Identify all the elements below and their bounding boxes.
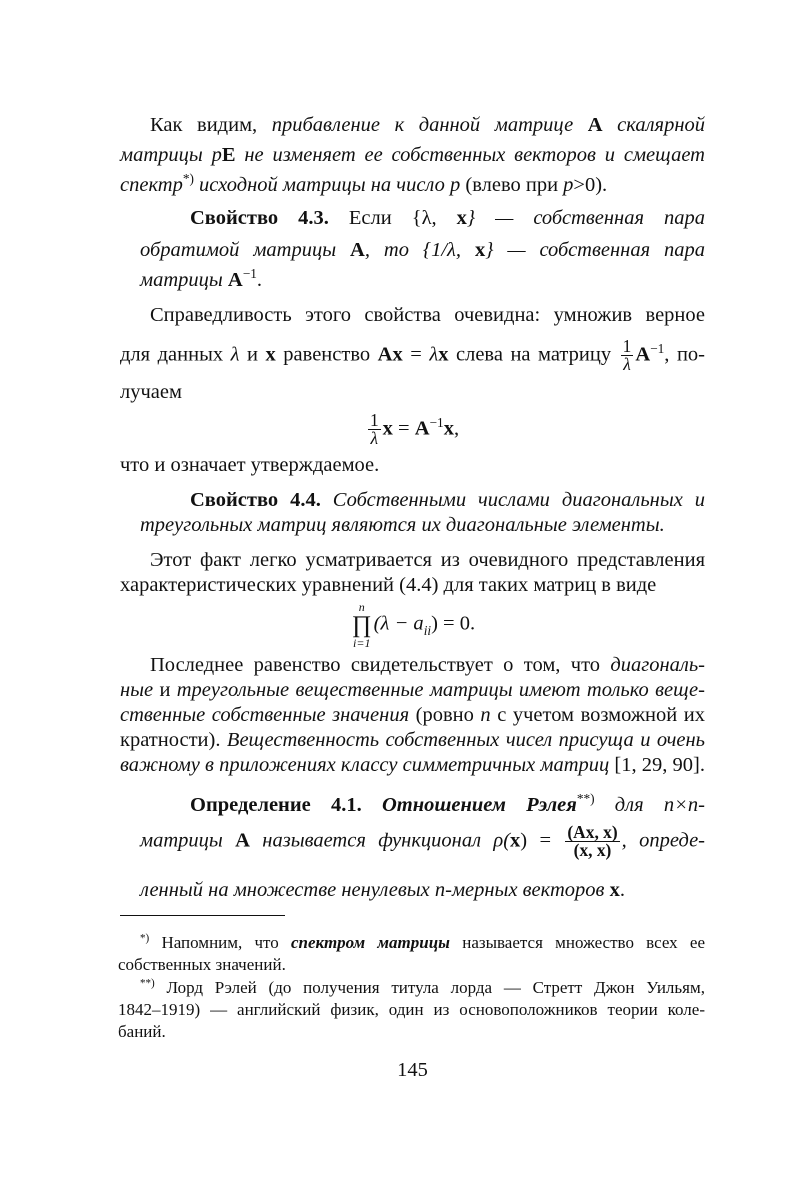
- text-segment: .: [619, 879, 625, 901]
- text-line: [120, 728, 705, 752]
- text-segment: важному в приложениях классу симметричных матриц: [120, 754, 610, 776]
- footnote-separator: [120, 915, 285, 916]
- text-segment: Лорд Рэлей (до получения титула лорда — Стретт Джон Уильям,: [154, 978, 705, 997]
- text-segment: диагональ-: [610, 654, 705, 676]
- fraction: [565, 824, 619, 860]
- text-line: [120, 703, 705, 727]
- text-segment: A: [635, 343, 651, 366]
- text-line: [140, 238, 705, 262]
- text-segment: Отношением Рэлея: [361, 794, 577, 816]
- text-segment: n: [480, 704, 491, 726]
- text-segment: (влево при: [460, 174, 564, 196]
- text-segment: >0).: [573, 174, 608, 196]
- text-segment: матрицы: [140, 829, 236, 852]
- text-line: [120, 453, 705, 477]
- text-segment: .: [256, 269, 263, 291]
- text-line: [140, 824, 705, 860]
- text-segment: для n×n-: [594, 794, 706, 816]
- text-segment: A: [235, 829, 250, 852]
- text-segment: для данных: [120, 343, 231, 366]
- text-line: [150, 548, 705, 572]
- text-segment: (λ − a: [373, 612, 424, 635]
- footnote-line: [140, 933, 705, 953]
- footnote-mark: −1: [650, 340, 665, 356]
- denominator: λ: [370, 428, 379, 449]
- text-segment: x: [443, 417, 454, 440]
- text-segment: ные: [120, 679, 154, 701]
- numerator: (Ax, x): [567, 822, 618, 842]
- product-operator: [352, 601, 372, 649]
- text-segment: спектр: [120, 174, 183, 196]
- text-segment: A: [414, 417, 430, 440]
- footnote-line: [118, 1000, 705, 1020]
- text-segment: } — собственная пара: [485, 239, 706, 261]
- text-segment: спектром матрицы: [291, 933, 450, 952]
- footnote-line: [140, 978, 705, 998]
- footnote-mark: **): [576, 791, 595, 807]
- text-segment: матрицы: [140, 269, 228, 291]
- text-segment: x: [438, 343, 449, 366]
- text-segment: A: [227, 269, 243, 291]
- text-segment: слева на матрицу: [448, 343, 619, 366]
- text-segment: характеристических уравнений (4.4) для таких матриц в виде: [120, 574, 657, 596]
- text-segment: p: [211, 144, 222, 166]
- text-segment: (ровно: [409, 704, 481, 726]
- text-segment: исходной матрицы на число: [193, 174, 450, 196]
- text-segment: E: [221, 144, 236, 166]
- text-segment: ленный на множестве ненулевых n-мерных векторов: [140, 879, 610, 901]
- text-line: [140, 878, 705, 902]
- footnote-mark: −1: [242, 266, 257, 282]
- text-segment: Если {λ,: [328, 207, 457, 229]
- text-segment: 1842–1919) — английский физик, один из основоположников теории коле-: [118, 1000, 705, 1019]
- text-line: [120, 173, 705, 197]
- page-number: 145: [397, 1059, 428, 1081]
- footnote-mark: *): [182, 171, 194, 187]
- denominator: (x, x): [573, 840, 612, 861]
- text-segment: Свойство 4.3.: [190, 207, 329, 229]
- text-segment: Свойство 4.4.: [190, 489, 321, 511]
- text-segment: обратимой матрицы: [140, 239, 351, 261]
- text-segment: что и означает утверждаемое.: [120, 454, 380, 476]
- text-segment: Ax: [377, 343, 403, 366]
- text-segment: =: [392, 417, 415, 440]
- text-segment: Собственными числами диагональных и: [320, 489, 705, 511]
- text-segment: Вещественность собственных чисел присуща и очень: [226, 729, 706, 751]
- text-segment: A: [587, 114, 603, 136]
- text-line: [150, 113, 705, 137]
- text-segment: Последнее равенство свидетельствует о том, что: [150, 654, 611, 676]
- text-segment: Определение 4.1.: [190, 794, 362, 816]
- text-segment: прибавление к данной матрице: [271, 114, 588, 136]
- fraction: [621, 338, 634, 374]
- text-segment: ,: [453, 417, 460, 440]
- fraction: [368, 412, 381, 448]
- text-segment: , опреде-: [621, 829, 706, 852]
- text-segment: равенство: [275, 343, 378, 366]
- footnote-line: [118, 955, 705, 975]
- text-segment: собственных значений.: [118, 955, 286, 974]
- text-segment: A: [350, 239, 365, 261]
- text-segment: ственные собственные значения: [120, 704, 410, 726]
- text-segment: матрицы: [120, 144, 212, 166]
- text-segment: p: [563, 174, 574, 196]
- text-segment: Этот факт легко усматривается из очевидного представления: [150, 549, 705, 571]
- denominator: λ: [623, 354, 631, 375]
- text-line: [120, 143, 705, 167]
- footnote-mark: **): [140, 977, 155, 990]
- text-line: [190, 488, 705, 512]
- text-line: [120, 753, 705, 777]
- text-segment: и: [239, 343, 266, 366]
- text-line: [120, 380, 705, 404]
- text-segment: x: [265, 343, 276, 366]
- text-line: [140, 513, 705, 537]
- text-segment: кратности).: [120, 729, 227, 751]
- text-segment: Справедливость этого свойства очевидна: умножив верное: [150, 304, 705, 326]
- text-segment: называется функционал ρ(: [249, 829, 511, 852]
- text-segment: x: [382, 417, 393, 440]
- formula-line: [120, 601, 705, 649]
- text-line: [190, 206, 705, 230]
- text-segment: баний.: [118, 1022, 166, 1041]
- text-segment: [1, 29, 90].: [609, 754, 706, 776]
- footnote-mark: −1: [429, 414, 444, 430]
- text-segment: p: [450, 174, 461, 196]
- text-segment: ) = 0.: [431, 612, 476, 635]
- text-segment: , то {1/λ,: [364, 239, 475, 261]
- text-line: [190, 793, 705, 817]
- text-segment: Как видим,: [150, 114, 272, 136]
- text-line: [120, 573, 705, 597]
- text-segment: с учетом возможной их: [490, 704, 705, 726]
- text-segment: =: [402, 343, 430, 366]
- numerator: 1: [622, 336, 632, 356]
- text-segment: x: [456, 207, 467, 229]
- text-segment: } — собственная пара: [466, 207, 705, 229]
- text-segment: x: [609, 879, 620, 901]
- text-segment: x: [510, 829, 521, 852]
- product-upper-limit: n: [358, 600, 365, 614]
- text-segment: скалярной: [602, 114, 705, 136]
- text-line: [140, 268, 705, 292]
- product-lower-limit: i=1: [353, 636, 371, 650]
- footnote-line: [118, 1022, 705, 1042]
- text-segment: ) =: [520, 829, 564, 852]
- text-line: [120, 338, 705, 374]
- text-segment: называется множество всех ее: [449, 933, 706, 952]
- text-segment: ii: [423, 622, 432, 638]
- text-line: [150, 653, 705, 677]
- formula-line: [120, 412, 705, 448]
- text-segment: x: [474, 239, 486, 261]
- text-segment: не изменяет ее собственных векторов и смещает: [235, 144, 705, 166]
- product-symbol: ∏: [351, 612, 372, 638]
- text-segment: и: [153, 679, 177, 701]
- text-segment: , по-: [664, 343, 705, 366]
- text-segment: λ: [429, 343, 439, 366]
- text-segment: Напомним, что: [149, 933, 291, 952]
- footnote-mark: *): [140, 932, 150, 945]
- text-segment: лучаем: [120, 381, 182, 403]
- numerator: 1: [369, 410, 379, 430]
- text-line: [150, 303, 705, 327]
- text-segment: λ: [230, 343, 240, 366]
- text-line: [120, 678, 705, 702]
- text-segment: треугольных матриц являются их диагональные элементы.: [140, 514, 665, 536]
- text-segment: треугольные вещественные матрицы имеют только веще-: [176, 679, 705, 701]
